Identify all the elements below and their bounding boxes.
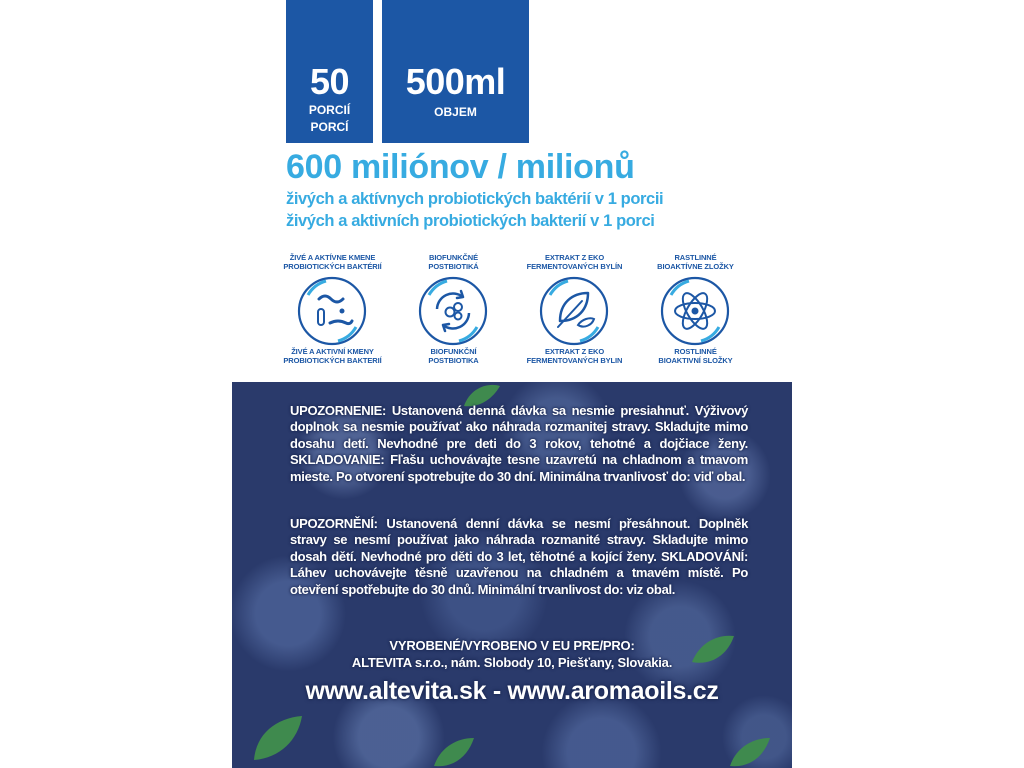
volume-value: 500ml bbox=[405, 61, 506, 102]
portions-value: 50 bbox=[309, 61, 350, 102]
feature-label-sk: EXTRAKT Z EKO bbox=[544, 253, 605, 262]
feature-label-sk: RASTLINNÉ bbox=[674, 253, 717, 262]
decorative-leaf-icon bbox=[250, 712, 306, 762]
feature-label-cz: PROBIOTICKÝCH BAKTERIÍ bbox=[283, 356, 382, 365]
feature-label-cz: ROSTLINNÉ bbox=[674, 347, 717, 356]
portions-label-cz: PORCÍ bbox=[310, 120, 349, 134]
feature-label-sk: ŽIVÉ A AKTÍVNE KMENE bbox=[289, 253, 376, 262]
subline-cz: živých a aktivních probiotických bakterií v 1 porci bbox=[286, 212, 655, 230]
feature-label-sk: BIOFUNKČNÉ bbox=[429, 253, 478, 262]
portions-badge bbox=[286, 0, 373, 143]
volume-label: OBJEM bbox=[434, 105, 477, 119]
warning-text-sk: UPOZORNENIE: Ustanovená denná dávka sa nesmie presiahnuť. Výživový doplnok sa nesmie používať ako náhrada rozmanitej stravy. Skladujte mimo dosahu detí. Nevhodné pre deti do 3 rokov, tehotné a dojčiace ženy. SKLADOVANIE: Fľašu uchovávajte tesne uzavretú na chladnom a tmavom mieste. Po otvorení spotrebujte do 30 dní. Minimálna trvanlivosť do: viď obal. bbox=[290, 403, 748, 484]
feature-probiotic-strains bbox=[272, 247, 393, 375]
volume-badge bbox=[382, 0, 529, 143]
atom-icon bbox=[659, 275, 731, 347]
decorative-leaf-icon bbox=[432, 734, 476, 768]
feature-list bbox=[272, 247, 756, 375]
feature-label-cz: FERMENTOVANÝCH BYLIN bbox=[526, 356, 623, 365]
feature-postbiotics bbox=[393, 247, 514, 375]
feature-label-sk: FERMENTOVANÝCH BYLÍN bbox=[526, 262, 623, 271]
portions-label-sk: PORCIÍ bbox=[308, 103, 351, 117]
leaf-icon bbox=[538, 275, 610, 347]
warning-text-cz: UPOZORNĚNÍ: Ustanovená denní dávka se nesmí přesáhnout. Doplněk stravy se nesmí používat jako náhrada rozmanité stravy. Skladujte mimo dosah dětí. Nevhodné pro děti do 3 let, těhotné a kojící ženy. SKLADOVÁNÍ: Láhev uchovávejte těsně uzavřenou na chladném a tmavém místě. Po otevření spotřebujte do 30 dnů. Minimální trvanlivost do: viz obal. bbox=[290, 516, 748, 597]
feature-label-sk: POSTBIOTIKÁ bbox=[428, 262, 479, 271]
info-panel bbox=[232, 382, 792, 768]
feature-label-cz: ŽIVÉ A AKTIVNÍ KMENY bbox=[291, 347, 374, 356]
website-links: www.altevita.sk - www.aromaoils.cz bbox=[305, 677, 719, 705]
postbiotic-cycle-icon bbox=[417, 275, 489, 347]
manufacturer-address: ALTEVITA s.r.o., nám. Slobody 10, Piešťany, Slovakia. bbox=[351, 655, 673, 670]
feature-label-cz: POSTBIOTIKA bbox=[428, 356, 479, 365]
decorative-leaf-icon bbox=[728, 734, 772, 768]
manufacturer-line: VYROBENÉ/VYROBENO V EU PRE/PRO: bbox=[389, 638, 635, 653]
feature-label-cz: BIOAKTIVNÍ SLOŽKY bbox=[658, 356, 733, 365]
feature-label-sk: PROBIOTICKÝCH BAKTÉRIÍ bbox=[283, 262, 382, 271]
headline: 600 miliónov / milionů bbox=[286, 148, 635, 186]
bacteria-icon bbox=[296, 275, 368, 347]
feature-label-sk: BIOAKTÍVNE ZLOŽKY bbox=[657, 262, 734, 271]
feature-label-cz: BIOFUNKČNÍ bbox=[430, 347, 477, 356]
feature-bioactive-components bbox=[635, 247, 756, 375]
feature-herbal-extract bbox=[514, 247, 635, 375]
feature-label-cz: EXTRAKT Z EKO bbox=[544, 347, 605, 356]
subline-sk: živých a aktívnych probiotických baktérií v 1 porcii bbox=[286, 190, 664, 208]
